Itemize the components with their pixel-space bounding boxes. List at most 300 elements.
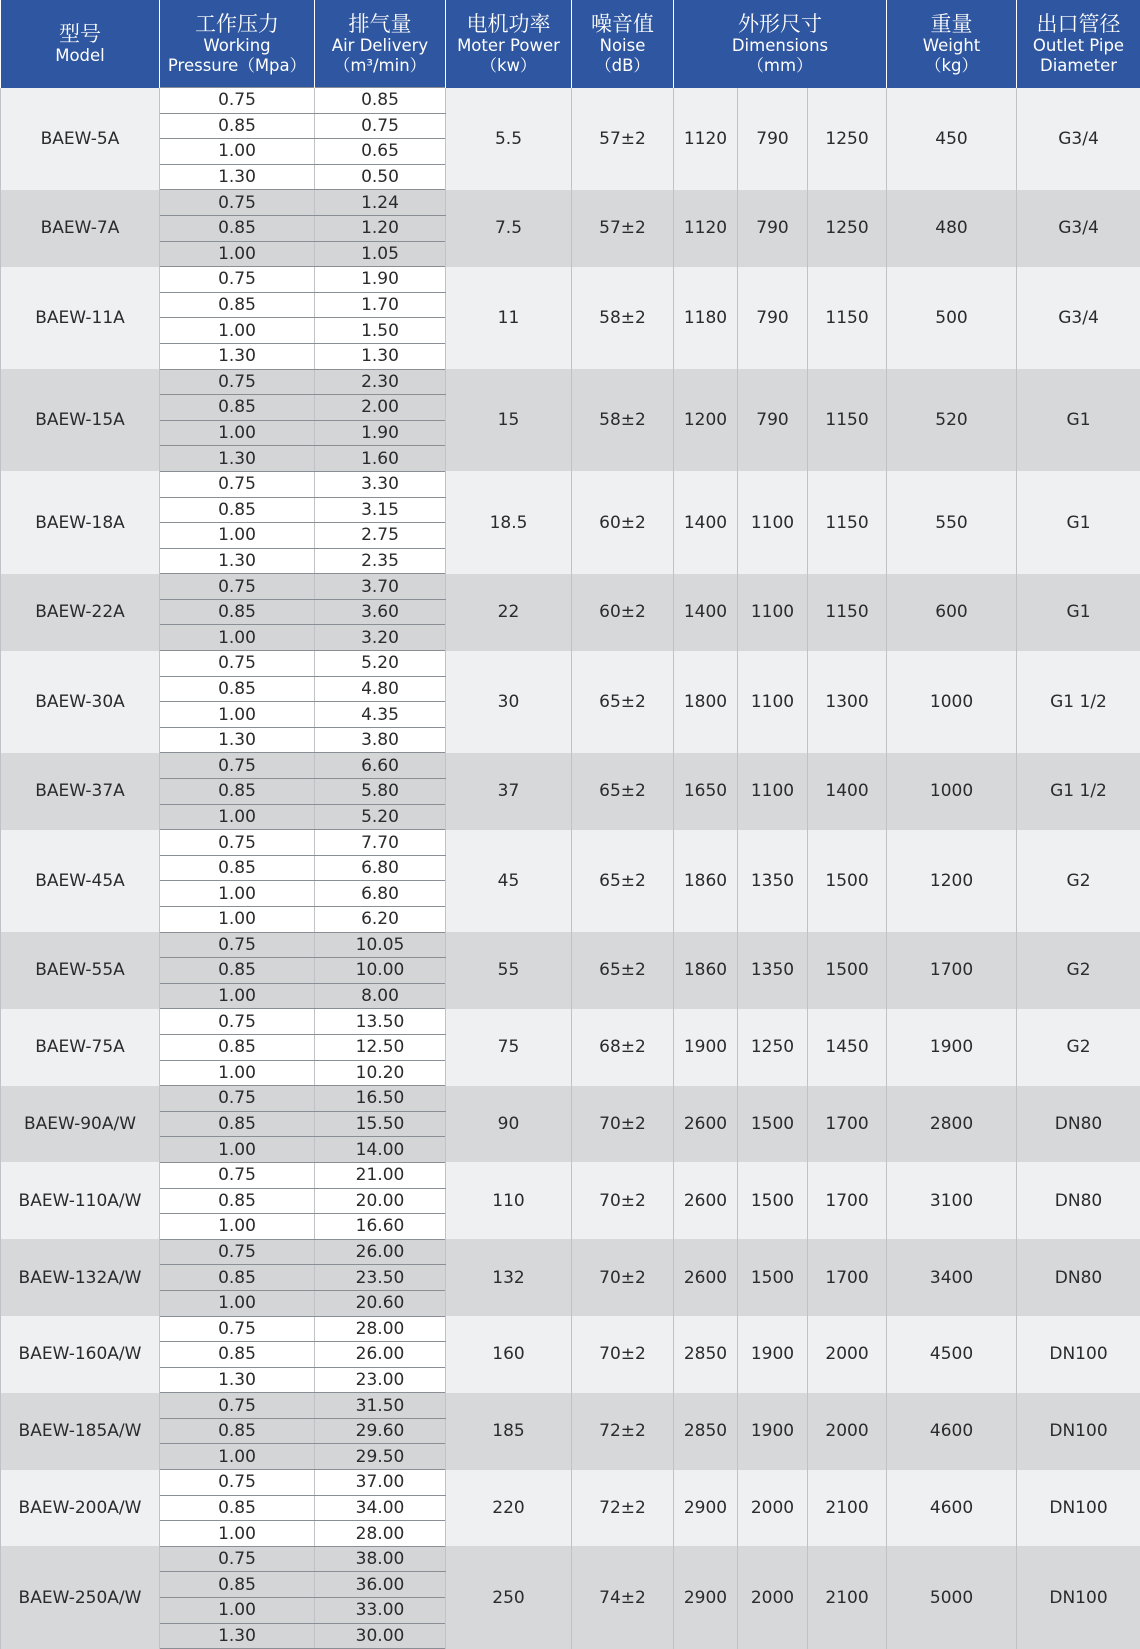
header-zh-label: 电机功率: [448, 12, 569, 36]
header-zh-label: 排气量: [317, 12, 443, 36]
dimension-width-cell: 1100: [738, 753, 808, 830]
working-pressure-cell: 0.85: [160, 292, 315, 318]
header-motor-power: [446, 0, 572, 88]
working-pressure-cell: 1.30: [160, 164, 315, 190]
air-delivery-cell: 6.80: [315, 881, 446, 907]
working-pressure-cell: 0.75: [160, 753, 315, 779]
noise-cell: 65±2: [572, 830, 674, 932]
weight-cell: 520: [887, 369, 1017, 471]
dimension-width-cell: 1350: [738, 830, 808, 932]
dimension-length-cell: 1800: [674, 651, 738, 753]
air-delivery-cell: 21.00: [315, 1162, 446, 1188]
header-en-label: Noise: [574, 36, 671, 56]
header-en-label: Moter Power: [448, 36, 569, 56]
air-delivery-cell: 0.50: [315, 164, 446, 190]
header-en-label: Model: [3, 46, 157, 66]
outlet-pipe-cell: G2: [1017, 1009, 1140, 1086]
working-pressure-cell: 0.85: [160, 855, 315, 881]
working-pressure-cell: 1.00: [160, 881, 315, 907]
outlet-pipe-cell: G2: [1017, 932, 1140, 1009]
dimension-length-cell: 2900: [674, 1546, 738, 1648]
model-cell: BAEW-132A/W: [1, 1239, 160, 1316]
dimension-width-cell: 1900: [738, 1393, 808, 1470]
air-delivery-cell: 5.20: [315, 651, 446, 677]
air-delivery-cell: 1.60: [315, 446, 446, 472]
air-delivery-cell: 1.20: [315, 215, 446, 241]
model-cell: BAEW-185A/W: [1, 1393, 160, 1470]
air-delivery-cell: 3.70: [315, 574, 446, 600]
table-row: [1, 1470, 1140, 1496]
working-pressure-cell: 0.75: [160, 1239, 315, 1265]
header-en-label: Air Delivery: [317, 36, 443, 56]
header-zh-label: 型号: [3, 22, 157, 46]
noise-cell: 74±2: [572, 1546, 674, 1648]
header-zh-label: 外形尺寸: [676, 12, 884, 36]
weight-cell: 450: [887, 88, 1017, 190]
outlet-pipe-cell: DN100: [1017, 1470, 1140, 1547]
weight-cell: 1900: [887, 1009, 1017, 1086]
dimension-length-cell: 2600: [674, 1239, 738, 1316]
air-delivery-cell: 1.30: [315, 343, 446, 369]
dimension-height-cell: 1500: [808, 830, 887, 932]
air-delivery-cell: 3.20: [315, 625, 446, 651]
dimension-height-cell: 2100: [808, 1470, 887, 1547]
table-row: [1, 369, 1140, 395]
outlet-pipe-cell: DN100: [1017, 1546, 1140, 1648]
working-pressure-cell: 0.75: [160, 1086, 315, 1112]
table-row: [1, 1316, 1140, 1342]
air-delivery-cell: 3.80: [315, 727, 446, 753]
outlet-pipe-cell: G2: [1017, 830, 1140, 932]
header-dimensions: [674, 0, 887, 88]
dimension-height-cell: 1400: [808, 753, 887, 830]
working-pressure-cell: 0.85: [160, 497, 315, 523]
dimension-height-cell: 1700: [808, 1239, 887, 1316]
working-pressure-cell: 0.75: [160, 471, 315, 497]
dimension-length-cell: 2850: [674, 1316, 738, 1393]
dimension-length-cell: 1200: [674, 369, 738, 471]
table-row: [1, 190, 1140, 216]
dimension-length-cell: 1860: [674, 932, 738, 1009]
dimension-width-cell: 1500: [738, 1239, 808, 1316]
model-cell: BAEW-30A: [1, 651, 160, 753]
air-delivery-cell: 30.00: [315, 1623, 446, 1649]
dimension-height-cell: 1700: [808, 1086, 887, 1163]
working-pressure-cell: 0.85: [160, 1111, 315, 1137]
dimension-height-cell: 1150: [808, 471, 887, 573]
dimension-width-cell: 1350: [738, 932, 808, 1009]
dimension-height-cell: 1250: [808, 190, 887, 267]
outlet-pipe-cell: G1 1/2: [1017, 753, 1140, 830]
weight-cell: 480: [887, 190, 1017, 267]
header-outlet-pipe: [1017, 0, 1140, 88]
working-pressure-cell: 1.00: [160, 1060, 315, 1086]
model-cell: BAEW-7A: [1, 190, 160, 267]
working-pressure-cell: 1.30: [160, 727, 315, 753]
air-delivery-cell: 4.80: [315, 676, 446, 702]
air-delivery-cell: 26.00: [315, 1239, 446, 1265]
air-delivery-cell: 2.35: [315, 548, 446, 574]
working-pressure-cell: 0.85: [160, 1034, 315, 1060]
working-pressure-cell: 0.85: [160, 395, 315, 421]
working-pressure-cell: 0.85: [160, 1265, 315, 1291]
table-row: [1, 1162, 1140, 1188]
working-pressure-cell: 0.85: [160, 113, 315, 139]
outlet-pipe-cell: G3/4: [1017, 267, 1140, 369]
dimension-width-cell: 1100: [738, 574, 808, 651]
table-row: [1, 267, 1140, 293]
air-delivery-cell: 28.00: [315, 1316, 446, 1342]
weight-cell: 1000: [887, 753, 1017, 830]
weight-cell: 1200: [887, 830, 1017, 932]
header-zh-label: 重量: [889, 12, 1014, 36]
air-delivery-cell: 26.00: [315, 1342, 446, 1368]
air-delivery-cell: 2.00: [315, 395, 446, 421]
header-en-label: （dB）: [574, 56, 671, 76]
noise-cell: 70±2: [572, 1162, 674, 1239]
working-pressure-cell: 0.85: [160, 676, 315, 702]
air-delivery-cell: 31.50: [315, 1393, 446, 1419]
header-en-label: Outlet Pipe: [1019, 36, 1138, 56]
air-delivery-cell: 6.20: [315, 907, 446, 933]
table-row: [1, 1009, 1140, 1035]
air-delivery-cell: 15.50: [315, 1111, 446, 1137]
dimension-length-cell: 1120: [674, 88, 738, 190]
noise-cell: 57±2: [572, 190, 674, 267]
dimension-width-cell: 790: [738, 88, 808, 190]
dimension-height-cell: 1150: [808, 574, 887, 651]
working-pressure-cell: 0.75: [160, 369, 315, 395]
dimension-length-cell: 1400: [674, 574, 738, 651]
dimension-height-cell: 1300: [808, 651, 887, 753]
air-delivery-cell: 13.50: [315, 1009, 446, 1035]
air-delivery-cell: 10.05: [315, 932, 446, 958]
table-row: [1, 1546, 1140, 1572]
working-pressure-cell: 0.85: [160, 1188, 315, 1214]
dimension-length-cell: 1860: [674, 830, 738, 932]
model-cell: BAEW-22A: [1, 574, 160, 651]
dimension-height-cell: 1500: [808, 932, 887, 1009]
dimension-length-cell: 1180: [674, 267, 738, 369]
noise-cell: 65±2: [572, 932, 674, 1009]
dimension-length-cell: 2600: [674, 1086, 738, 1163]
working-pressure-cell: 1.00: [160, 983, 315, 1009]
dimension-width-cell: 1100: [738, 471, 808, 573]
weight-cell: 1000: [887, 651, 1017, 753]
table-body: [1, 88, 1140, 1649]
outlet-pipe-cell: G3/4: [1017, 190, 1140, 267]
dimension-width-cell: 1500: [738, 1162, 808, 1239]
dimension-width-cell: 790: [738, 190, 808, 267]
outlet-pipe-cell: G3/4: [1017, 88, 1140, 190]
air-delivery-cell: 7.70: [315, 830, 446, 856]
table-row: [1, 753, 1140, 779]
header-weight: [887, 0, 1017, 88]
motor-power-cell: 90: [446, 1086, 572, 1163]
header-en-label: （kw）: [448, 56, 569, 76]
working-pressure-cell: 0.85: [160, 1418, 315, 1444]
working-pressure-cell: 1.30: [160, 1623, 315, 1649]
air-delivery-cell: 6.80: [315, 855, 446, 881]
noise-cell: 58±2: [572, 267, 674, 369]
header-noise: [572, 0, 674, 88]
motor-power-cell: 15: [446, 369, 572, 471]
working-pressure-cell: 0.75: [160, 574, 315, 600]
dimension-width-cell: 790: [738, 267, 808, 369]
working-pressure-cell: 1.00: [160, 1521, 315, 1547]
noise-cell: 58±2: [572, 369, 674, 471]
table-row: [1, 471, 1140, 497]
working-pressure-cell: 0.85: [160, 1572, 315, 1598]
air-delivery-cell: 23.00: [315, 1367, 446, 1393]
weight-cell: 3400: [887, 1239, 1017, 1316]
motor-power-cell: 185: [446, 1393, 572, 1470]
outlet-pipe-cell: G1: [1017, 574, 1140, 651]
dimension-width-cell: 1500: [738, 1086, 808, 1163]
working-pressure-cell: 0.75: [160, 190, 315, 216]
header-row: [1, 0, 1140, 88]
air-delivery-cell: 29.50: [315, 1444, 446, 1470]
working-pressure-cell: 1.00: [160, 625, 315, 651]
noise-cell: 65±2: [572, 651, 674, 753]
working-pressure-cell: 0.85: [160, 215, 315, 241]
working-pressure-cell: 1.00: [160, 1598, 315, 1624]
air-delivery-cell: 33.00: [315, 1598, 446, 1624]
model-cell: BAEW-160A/W: [1, 1316, 160, 1393]
header-en-label: （kg）: [889, 56, 1014, 76]
motor-power-cell: 22: [446, 574, 572, 651]
weight-cell: 600: [887, 574, 1017, 651]
air-delivery-cell: 3.60: [315, 599, 446, 625]
dimension-height-cell: 1700: [808, 1162, 887, 1239]
noise-cell: 65±2: [572, 753, 674, 830]
weight-cell: 4500: [887, 1316, 1017, 1393]
dimension-width-cell: 2000: [738, 1470, 808, 1547]
header-en-label: （mm）: [676, 56, 884, 76]
table-row: [1, 830, 1140, 856]
noise-cell: 60±2: [572, 471, 674, 573]
noise-cell: 70±2: [572, 1239, 674, 1316]
working-pressure-cell: 1.00: [160, 241, 315, 267]
working-pressure-cell: 0.75: [160, 1162, 315, 1188]
air-delivery-cell: 2.30: [315, 369, 446, 395]
table-row: [1, 1239, 1140, 1265]
weight-cell: 5000: [887, 1546, 1017, 1648]
working-pressure-cell: 0.75: [160, 830, 315, 856]
working-pressure-cell: 1.00: [160, 1137, 315, 1163]
model-cell: BAEW-250A/W: [1, 1546, 160, 1648]
motor-power-cell: 75: [446, 1009, 572, 1086]
air-delivery-cell: 1.50: [315, 318, 446, 344]
weight-cell: 550: [887, 471, 1017, 573]
header-en-label: （m³/min）: [317, 56, 443, 76]
working-pressure-cell: 0.75: [160, 88, 315, 114]
working-pressure-cell: 0.75: [160, 1009, 315, 1035]
table-row: [1, 1086, 1140, 1112]
table-row: [1, 651, 1140, 677]
header-en-label: Weight: [889, 36, 1014, 56]
air-delivery-cell: 5.80: [315, 779, 446, 805]
motor-power-cell: 160: [446, 1316, 572, 1393]
air-delivery-cell: 12.50: [315, 1034, 446, 1060]
weight-cell: 1700: [887, 932, 1017, 1009]
dimension-height-cell: 1250: [808, 88, 887, 190]
working-pressure-cell: 0.75: [160, 267, 315, 293]
header-en-label: Dimensions: [676, 36, 884, 56]
dimension-width-cell: 2000: [738, 1546, 808, 1648]
working-pressure-cell: 1.30: [160, 1367, 315, 1393]
noise-cell: 72±2: [572, 1393, 674, 1470]
weight-cell: 4600: [887, 1470, 1017, 1547]
air-delivery-cell: 3.30: [315, 471, 446, 497]
working-pressure-cell: 0.85: [160, 958, 315, 984]
outlet-pipe-cell: DN80: [1017, 1239, 1140, 1316]
motor-power-cell: 250: [446, 1546, 572, 1648]
weight-cell: 2800: [887, 1086, 1017, 1163]
motor-power-cell: 45: [446, 830, 572, 932]
air-delivery-cell: 1.05: [315, 241, 446, 267]
noise-cell: 72±2: [572, 1470, 674, 1547]
air-delivery-cell: 1.90: [315, 267, 446, 293]
motor-power-cell: 30: [446, 651, 572, 753]
motor-power-cell: 37: [446, 753, 572, 830]
model-cell: BAEW-11A: [1, 267, 160, 369]
working-pressure-cell: 1.00: [160, 702, 315, 728]
outlet-pipe-cell: DN100: [1017, 1316, 1140, 1393]
outlet-pipe-cell: DN100: [1017, 1393, 1140, 1470]
dimension-height-cell: 2100: [808, 1546, 887, 1648]
motor-power-cell: 132: [446, 1239, 572, 1316]
noise-cell: 70±2: [572, 1316, 674, 1393]
air-delivery-cell: 38.00: [315, 1546, 446, 1572]
table-row: [1, 932, 1140, 958]
working-pressure-cell: 0.75: [160, 1470, 315, 1496]
air-delivery-cell: 2.75: [315, 523, 446, 549]
working-pressure-cell: 0.75: [160, 651, 315, 677]
working-pressure-cell: 1.00: [160, 318, 315, 344]
outlet-pipe-cell: G1 1/2: [1017, 651, 1140, 753]
motor-power-cell: 11: [446, 267, 572, 369]
working-pressure-cell: 1.00: [160, 139, 315, 165]
noise-cell: 60±2: [572, 574, 674, 651]
air-delivery-cell: 0.65: [315, 139, 446, 165]
working-pressure-cell: 0.75: [160, 1316, 315, 1342]
outlet-pipe-cell: DN80: [1017, 1162, 1140, 1239]
motor-power-cell: 5.5: [446, 88, 572, 190]
model-cell: BAEW-18A: [1, 471, 160, 573]
header-en-label: Working: [162, 36, 312, 56]
weight-cell: 4600: [887, 1393, 1017, 1470]
model-cell: BAEW-37A: [1, 753, 160, 830]
outlet-pipe-cell: G1: [1017, 369, 1140, 471]
air-delivery-cell: 6.60: [315, 753, 446, 779]
air-delivery-cell: 16.50: [315, 1086, 446, 1112]
air-delivery-cell: 1.90: [315, 420, 446, 446]
dimension-length-cell: 2900: [674, 1470, 738, 1547]
weight-cell: 500: [887, 267, 1017, 369]
working-pressure-cell: 0.85: [160, 1342, 315, 1368]
dimension-height-cell: 1150: [808, 267, 887, 369]
model-cell: BAEW-45A: [1, 830, 160, 932]
outlet-pipe-cell: DN80: [1017, 1086, 1140, 1163]
model-cell: BAEW-90A/W: [1, 1086, 160, 1163]
motor-power-cell: 7.5: [446, 190, 572, 267]
header-model: [1, 0, 160, 88]
motor-power-cell: 110: [446, 1162, 572, 1239]
working-pressure-cell: 1.30: [160, 446, 315, 472]
dimension-length-cell: 1900: [674, 1009, 738, 1086]
air-delivery-cell: 37.00: [315, 1470, 446, 1496]
dimension-width-cell: 790: [738, 369, 808, 471]
dimension-height-cell: 1450: [808, 1009, 887, 1086]
working-pressure-cell: 1.00: [160, 804, 315, 830]
working-pressure-cell: 1.00: [160, 1214, 315, 1240]
working-pressure-cell: 0.85: [160, 1495, 315, 1521]
motor-power-cell: 18.5: [446, 471, 572, 573]
air-delivery-cell: 23.50: [315, 1265, 446, 1291]
working-pressure-cell: 0.85: [160, 599, 315, 625]
working-pressure-cell: 0.75: [160, 1393, 315, 1419]
header-zh-label: 噪音值: [574, 12, 671, 36]
air-delivery-cell: 20.00: [315, 1188, 446, 1214]
air-delivery-cell: 16.60: [315, 1214, 446, 1240]
dimension-height-cell: 2000: [808, 1393, 887, 1470]
air-delivery-cell: 3.15: [315, 497, 446, 523]
air-delivery-cell: 5.20: [315, 804, 446, 830]
air-delivery-cell: 8.00: [315, 983, 446, 1009]
dimension-length-cell: 1650: [674, 753, 738, 830]
air-delivery-cell: 1.24: [315, 190, 446, 216]
air-delivery-cell: 4.35: [315, 702, 446, 728]
table-row: [1, 88, 1140, 114]
air-delivery-cell: 34.00: [315, 1495, 446, 1521]
dimension-height-cell: 1150: [808, 369, 887, 471]
air-delivery-cell: 10.00: [315, 958, 446, 984]
working-pressure-cell: 1.30: [160, 343, 315, 369]
dimension-length-cell: 1400: [674, 471, 738, 573]
air-delivery-cell: 28.00: [315, 1521, 446, 1547]
header-en-label: Pressure（Mpa）: [162, 56, 312, 76]
noise-cell: 57±2: [572, 88, 674, 190]
model-cell: BAEW-200A/W: [1, 1470, 160, 1547]
model-cell: BAEW-75A: [1, 1009, 160, 1086]
air-delivery-cell: 14.00: [315, 1137, 446, 1163]
working-pressure-cell: 1.00: [160, 1444, 315, 1470]
working-pressure-cell: 1.00: [160, 523, 315, 549]
air-delivery-cell: 36.00: [315, 1572, 446, 1598]
noise-cell: 70±2: [572, 1086, 674, 1163]
header-en-label: Diameter: [1019, 56, 1138, 76]
air-delivery-cell: 20.60: [315, 1290, 446, 1316]
header-zh-label: 工作压力: [162, 12, 312, 36]
model-cell: BAEW-110A/W: [1, 1162, 160, 1239]
air-delivery-cell: 29.60: [315, 1418, 446, 1444]
table-row: [1, 574, 1140, 600]
model-cell: BAEW-55A: [1, 932, 160, 1009]
working-pressure-cell: 1.00: [160, 907, 315, 933]
weight-cell: 3100: [887, 1162, 1017, 1239]
table-header: [1, 0, 1140, 88]
air-delivery-cell: 0.85: [315, 88, 446, 114]
working-pressure-cell: 0.75: [160, 1546, 315, 1572]
working-pressure-cell: 0.75: [160, 932, 315, 958]
working-pressure-cell: 1.00: [160, 420, 315, 446]
air-delivery-cell: 1.70: [315, 292, 446, 318]
dimension-width-cell: 1900: [738, 1316, 808, 1393]
outlet-pipe-cell: G1: [1017, 471, 1140, 573]
dimension-length-cell: 1120: [674, 190, 738, 267]
dimension-width-cell: 1100: [738, 651, 808, 753]
